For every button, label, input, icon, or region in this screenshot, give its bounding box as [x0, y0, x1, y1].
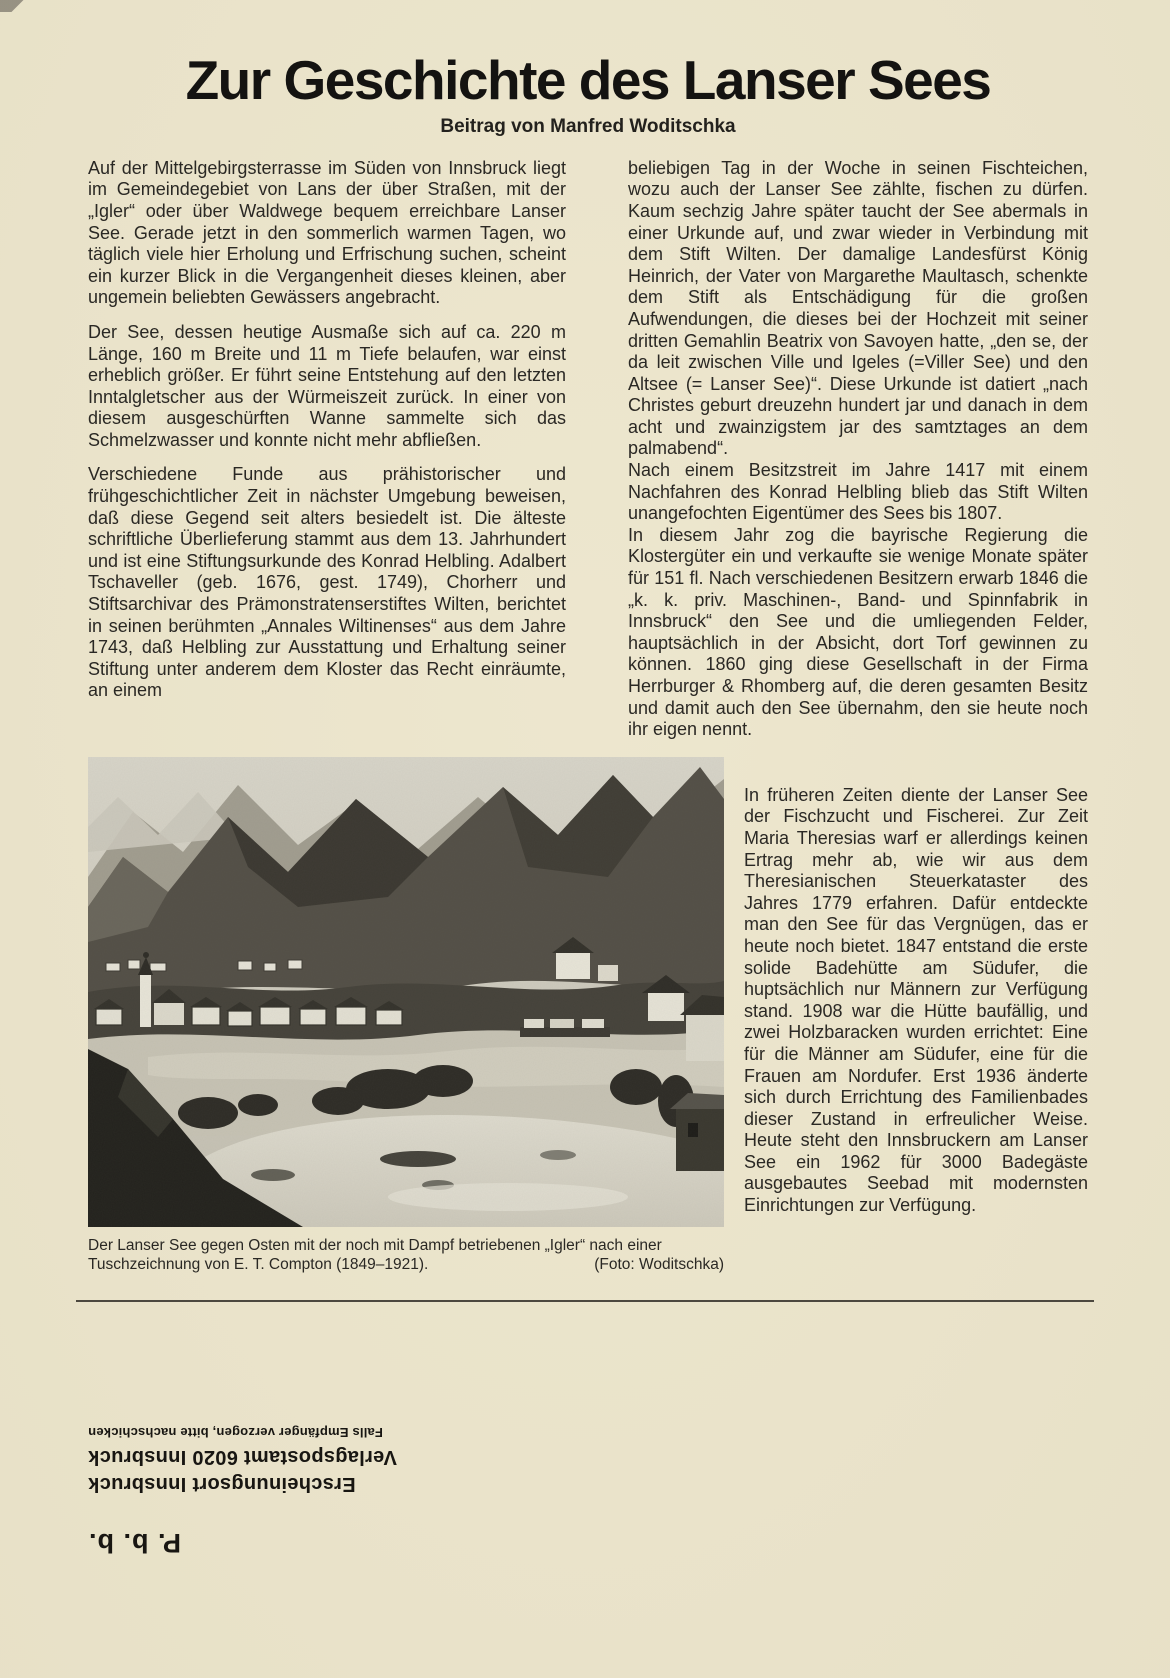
paragraph: Verschiedene Funde aus prähistorischer und frühgeschichtlicher Zeit in nächster Umgebung beweisen, daß diese Gegend seit alters besiedelt ist. Die älteste schriftliche Überlieferung stammt aus dem 13. Jahrhundert und ist eine Stiftungsurkunde des Konrad Helbling. Adalbert Tschaveller (geb. 1676, gest. 1749), Chorherr und Stiftsarchivar des Prämonstratenserstiftes Wilten, berichtet in seinen berühmten „Annales Wiltinenses“ aus dem Jahre 1743, daß Helbling zur Ausstattung und Erhaltung seiner Stiftung unter anderem dem Kloster das Recht einräumte, an einem [88, 464, 566, 701]
page-title: Zur Geschichte des Lanser Sees [185, 49, 991, 111]
column-wrap [744, 757, 1088, 1274]
figure [88, 757, 724, 1274]
column-right [628, 158, 1088, 741]
paragraph: Auf der Mittelgebirgsterrasse im Süden von Innsbruck liegt im Gemeindegebiet von Lans der über Straßen, mit der „Igler“ oder über Waldwege bequem erreichbare Lanser See. Gerade jetzt in den sommerlich warmen Tagen, wo täglich viele hier Erholung und Erfrischung suchen, scheint ein kurzer Blick in die Vergangenheit dieses kleinen, aber ungemein beliebten Gewässers angebracht. [88, 157, 566, 308]
article-byline: Beitrag von Manfred Woditschka [440, 115, 736, 137]
paragraph: Der See, dessen heutige Ausmaße sich auf ca. 220 m Länge, 160 m Breite und 11 m Tiefe belaufen, war einst erheblich größer. Er führt seine Entstehung auf den letzten Inntalgletscher aus der Würmeiszeit zurück. In einer von diesem ausgeschürften Wanne sammelte sich das Schmelzwasser und konnte nicht mehr abfließen. [88, 321, 566, 450]
paragraph: Nach einem Besitzstreit im Jahre 1417 mit einem Nachfahren des Konrad Helbling blieb das Stift Wilten unangefochten Eigentümer des Sees bis 1807. [628, 460, 1088, 524]
column-left [88, 158, 566, 741]
imprint-erscheinungsort: Erscheinungsort Innsbruck [88, 1472, 356, 1495]
imprint-verlagspostamt: Verlagspostamt 6020 Innsbruck [88, 1445, 397, 1468]
divider [76, 1300, 1094, 1302]
figure-caption [88, 1236, 724, 1274]
lake-painting [88, 757, 724, 1227]
figure-caption-text: Der Lanser See gegen Osten mit der noch mit Dampf betriebenen „Igler“ nach einer Tuschzeichnung von E. T. Compton (1849–1921). [88, 1236, 662, 1273]
paragraph: beliebigen Tag in der Woche in seinen Fischteichen, wozu auch der Lanser See zählte, fischen zu dürfen. Kaum sechzig Jahre später taucht der See abermals in einer Urkunde auf, und zwar wieder in Verbindung mit dem Stift Wilten. Der damalige Landesfürst König Heinrich, der Vater von Margarethe Maultasch, schenkte dem Stift als Entschädigung für die großen Aufwendungen, die dieses bei der Hochzeit mit seiner dritten Gemahlin Beatrix von Savoyen hatte, „den se, der da leit zwischen Ville und Igeles (=Viller See) und den Altsee (= Lanser See)“. Diese Urkunde ist datiert „nach Christes geburt dreuzehn hundert jar und danach in dem acht und zwainzigstem jar des samtztages an dem palmabend“. [628, 157, 1088, 459]
paragraph: In früheren Zeiten diente der Lanser See der Fischzucht und Fischerei. Zur Zeit Maria Theresias warf er allerdings keinen Ertrag mehr ab, wie wir aus dem Theresianischen Steuerkataster des Jahres 1779 erfahren. Dafür entdeckte man den See für das Vergnügen, das er heute noch bietet. 1847 entstand die erste solide Badehütte am Südufer, die huptsächlich nur Männern zur Verfügung stand. 1908 war die Hütte baufällig, und zwei Holzbaracken wurden errichtet: Eine für die Männer am Südufer, eine für die Frauen am Nordufer. Erst 1936 änderte sich durch Errichtung des Familienbades dieser Zustand in erfreulicher Weise. Heute steht den Innsbruckern am Lanser See ein 1962 für 3000 Badegäste ausgebautes Seebad mit modernsten Einrichtungen zur Verfügung. [744, 784, 1088, 1216]
article-columns [88, 158, 1088, 741]
paragraph: In diesem Jahr zog die bayrische Regierung die Klostergüter ein und verkaufte sie wenige Monate später für 151 fl. Nach verschiedenen Besitzern erwarb 1846 die „k. k. priv. Maschinen-, Band- und Spinnfabrik in Innsbruck“ den See und die umliegenden Felder, hauptsächlich in der Absicht, dort Torf gewinnen zu können. 1860 ging diese Gesellschaft in der Firma Herrburger & Rhomberg auf, die deren gesamten Besitz und damit auch den See übernahm, den sie heute noch ihr eigen nennt. [628, 524, 1088, 740]
photo-credit: (Foto: Woditschka) [594, 1255, 724, 1273]
figure-and-wrap-text [88, 757, 1088, 1274]
scan-corner-artifact [0, 0, 46, 12]
postal-imprint-block [88, 1424, 410, 1558]
imprint-forward-note: Falls Empfänger verzogen, bitte nachschicken [88, 1424, 383, 1440]
imprint-pbb: P. b. b. [88, 1527, 182, 1558]
